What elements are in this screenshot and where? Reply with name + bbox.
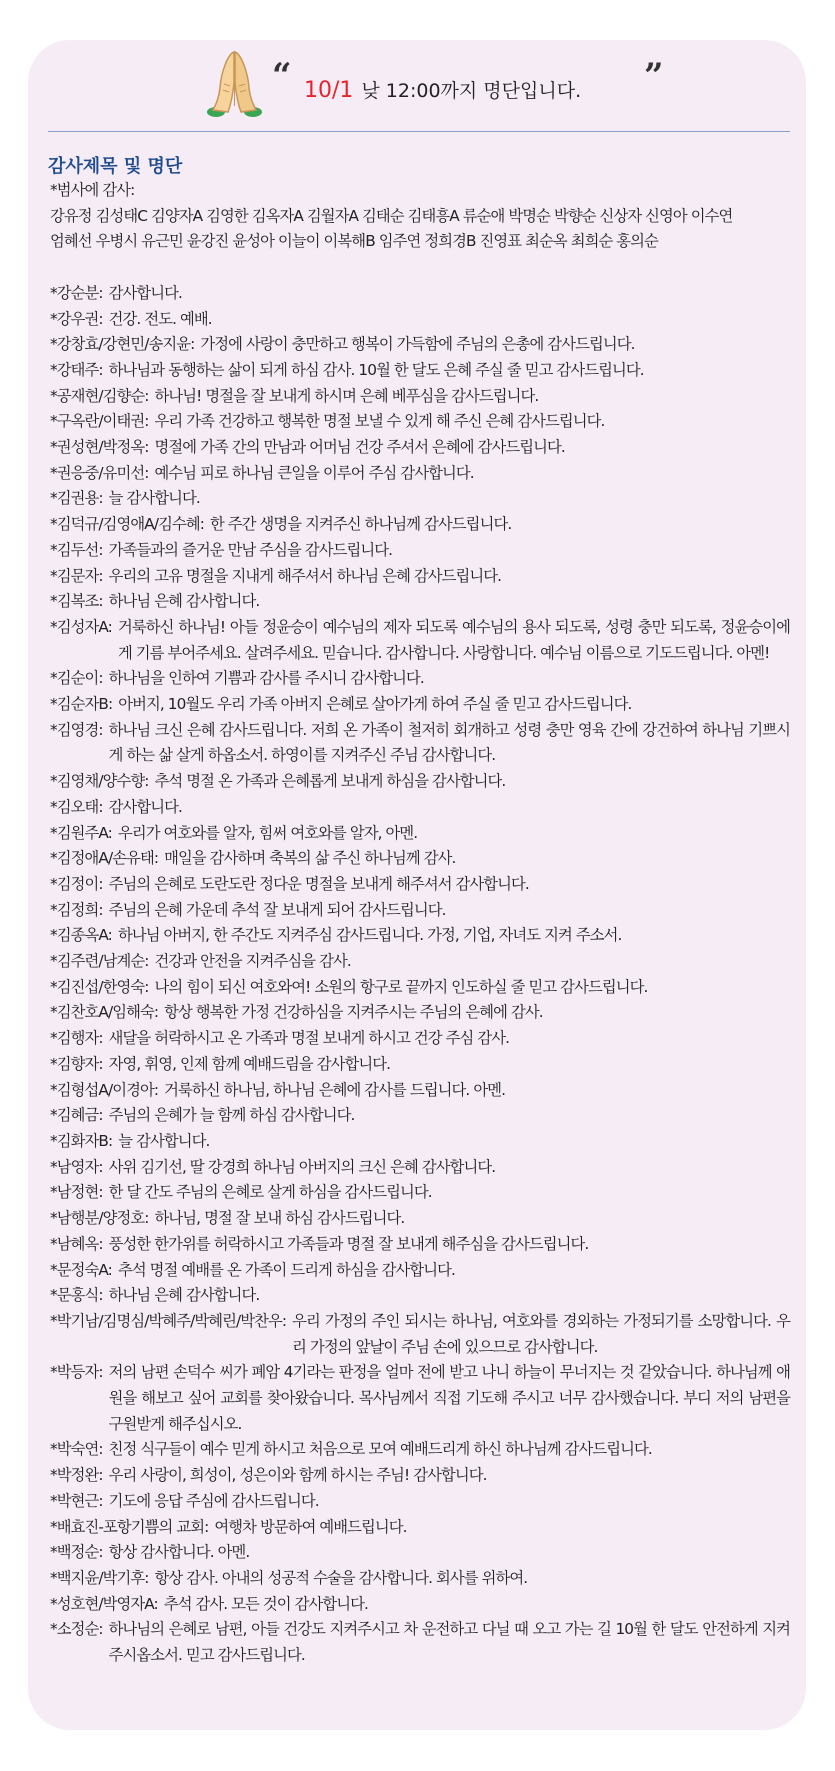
entry-names: *김화자B: — [50, 1132, 113, 1150]
entry-names: *김정이: — [50, 874, 103, 893]
entry-text: 우리 가정의 주인 되시는 하나님, 여호와를 경외하는 가정되기를 소망합니다. 우리 가정의 앞날이 주님 손에 있으므로 감사합니다. — [292, 1311, 790, 1356]
thanks-entry — [50, 1566, 790, 1592]
entry-text: 나의 힘이 되신 여호와여! 소원의 항구로 끝까지 인도하실 줄 믿고 감사드립니다. — [154, 977, 648, 996]
open-quote-mark: “ — [272, 56, 292, 96]
thanks-entry — [50, 1155, 790, 1181]
entry-text: 우리의 고유 명절을 지내게 해주셔서 하나님 은혜 감사드립니다. — [108, 566, 502, 585]
thanks-entry — [50, 1129, 790, 1155]
header-notice — [304, 76, 581, 103]
spacer — [50, 255, 790, 281]
entry-names: *강우권: — [50, 309, 103, 328]
bumsa-names-line: 강유정 김성태C 김양자A 김영한 김옥자A 김월자A 김태순 김태흥A 류순애 박명순 박향순 신상자 신영아 이수연 — [50, 206, 733, 225]
thanks-entry — [50, 512, 790, 538]
entry-names: *박정완: — [50, 1466, 103, 1485]
entry-names: *김복조: — [50, 592, 103, 611]
header-date: 10/1 — [304, 78, 354, 103]
entry-names: *김정애A/손유태: — [50, 849, 159, 868]
thanks-entry — [50, 1309, 790, 1360]
entry-names: *구옥란/이태권: — [50, 412, 149, 431]
entry-names: *김진섭/한영숙: — [50, 977, 149, 996]
entry-names: *소정순: — [50, 1620, 103, 1639]
header-text: 낮 12:00까지 명단입니다. — [361, 80, 582, 102]
entry-text: 자영, 휘영, 인제 함께 예배드림을 감사합니다. — [108, 1054, 391, 1073]
entry-names: *김성자A: — [50, 617, 112, 636]
entry-text: 하나님과 동행하는 삶이 되게 하심 감사. 10월 한 달도 은혜 주실 줄 믿고 감사드립니다. — [108, 360, 644, 379]
entry-names: *김정희: — [50, 900, 103, 919]
entry-names: *김오태: — [50, 797, 103, 816]
entry-text: 매일을 감사하며 축복의 삶 주신 하나님께 감사. — [164, 849, 456, 868]
entry-text: 추석 명절 예배를 온 가족이 드리게 하심을 감사합니다. — [117, 1260, 455, 1279]
entry-names: *강순분: — [50, 283, 103, 302]
entry-text: 하나님, 명절 잘 보내 하심 감사드립니다. — [154, 1209, 405, 1228]
entry-names: *김원주A: — [50, 823, 112, 842]
divider — [48, 131, 790, 132]
entry-names: *성호현/박영자A: — [50, 1594, 158, 1613]
entry-names: *문홍식: — [50, 1286, 103, 1305]
thanks-list — [50, 178, 790, 1669]
entry-text: 하나님 크신 은혜 감사드립니다. 저희 온 가족이 철저히 회개하고 성령 충만 영육 간에 강건하여 하나님 기쁘시게 하는 삶 살게 하옵소서. 하영이를 지켜주신 주님 감사합니다. — [108, 720, 790, 765]
thanks-entry — [50, 615, 790, 666]
thanks-entry — [50, 1232, 790, 1258]
entry-names: *김순자B: — [50, 695, 113, 714]
thanks-entry — [50, 923, 790, 949]
thanks-entry — [50, 898, 790, 924]
thanks-entry — [50, 1489, 790, 1515]
thanks-entry — [50, 1540, 790, 1566]
entry-text: 하나님을 인하여 기쁨과 감사를 주시니 감사합니다. — [108, 669, 424, 688]
entry-text: 하나님 은혜 감사합니다. — [108, 1286, 260, 1305]
entry-text: 우리 사랑이, 희성이, 성은이와 함께 하시는 주님! 감사합니다. — [108, 1466, 487, 1485]
entry-names: *권성현/박정옥: — [50, 438, 149, 457]
entry-names: *백정순: — [50, 1543, 103, 1562]
entry-text: 거룩하신 하나님! 아들 정윤승이 예수님의 제자 되도록 예수님의 용사 되도록, 성령 충만 되도록, 정윤승이에게 기름 부어주세요. 살려주세요. 믿습니다. 감사합니다. 사랑합니다. 예수님 이름으로 기도드립니다. 아멘! — [117, 617, 790, 662]
entry-text: 거룩하신 하나님, 하나님 은혜에 감사를 드립니다. 아멘. — [164, 1080, 506, 1099]
entry-text: 늘 감사합니다. — [108, 489, 200, 508]
entry-names: *김두선: — [50, 540, 103, 559]
entry-names: *김혜금: — [50, 1106, 103, 1125]
entry-text: 주님의 은혜로 도란도란 정다운 명절을 보내게 해주셔서 감사합니다. — [108, 874, 529, 893]
thanks-entry — [50, 1258, 790, 1284]
thanks-entry — [50, 1052, 790, 1078]
entry-text: 여행차 방문하여 예배드립니다. — [214, 1517, 407, 1536]
thanks-entry — [50, 949, 790, 975]
entry-names: *강태주: — [50, 360, 103, 379]
bumsa-label: *범사에 감사: — [50, 181, 135, 199]
thanks-entry — [50, 846, 790, 872]
thanks-entry — [50, 589, 790, 615]
bumsa-names-line: 엄혜선 우병시 유근민 윤강진 윤성아 이늘이 이복해B 임주연 정희경B 진영표 최순옥 최희순 홍의순 — [50, 232, 658, 251]
entry-text: 새달을 허락하시고 온 가족과 명절 보내게 하시고 건강 주심 감사. — [108, 1029, 510, 1048]
entry-text: 늘 감사합니다. — [118, 1132, 210, 1150]
entry-names: *박숙연: — [50, 1440, 103, 1459]
thanks-entry — [50, 821, 790, 847]
entry-text: 한 달 간도 주님의 은혜로 살게 하심을 감사드립니다. — [108, 1183, 432, 1202]
thanks-entry — [50, 1180, 790, 1206]
entry-names: *남정현: — [50, 1183, 103, 1202]
entry-names: *김찬호A/임해숙: — [50, 1003, 159, 1022]
thanks-entry — [50, 666, 790, 692]
thanks-entry — [50, 795, 790, 821]
thanks-entry — [50, 769, 790, 795]
thanks-entry — [50, 872, 790, 898]
thanks-entry — [50, 409, 790, 435]
entry-names: *김영채/양수향: — [50, 772, 149, 791]
entry-names: *백지윤/박기후: — [50, 1568, 149, 1587]
entry-names: *권응중/유미선: — [50, 463, 149, 482]
thanks-entry — [50, 486, 790, 512]
thanks-entry — [50, 1592, 790, 1618]
entry-names: *강창효/강현민/송지윤: — [50, 335, 195, 354]
entry-names: *김순이: — [50, 669, 103, 688]
entry-names: *김주련/남계순: — [50, 952, 149, 971]
entry-text: 하나님! 명절을 잘 보내게 하시며 은혜 베푸심을 감사드립니다. — [154, 386, 539, 405]
close-quote-mark: ” — [644, 56, 664, 96]
entry-names: *김형섭A/이경아: — [50, 1080, 159, 1099]
entry-text: 하나님의 은혜로 남편, 아들 건강도 지켜주시고 차 운전하고 다닐 때 오고 가는 길 10월 한 달도 안전하게 지켜 주시옵소서. 믿고 감사드립니다. — [108, 1620, 790, 1665]
entry-text: 친정 식구들이 예수 믿게 하시고 처음으로 모여 예배드리게 하신 하나님께 감사드립니다. — [108, 1440, 652, 1459]
entry-names: *김권용: — [50, 489, 103, 508]
thanks-entry — [50, 332, 790, 358]
praying-hands-icon — [204, 46, 266, 120]
thanks-entry — [50, 1360, 790, 1437]
thanks-entry — [50, 435, 790, 461]
entry-names: *박기남/김명심/박혜주/박혜린/박찬우: — [50, 1311, 287, 1330]
entry-names: *문정숙A: — [50, 1260, 112, 1279]
thanks-entry — [50, 1103, 790, 1129]
thanks-entry — [50, 461, 790, 487]
notice-card — [28, 40, 806, 1730]
entry-text: 감사합니다. — [108, 283, 182, 302]
entry-text: 항상 감사. 아내의 성공적 수술을 감사합니다. 회사를 위하여. — [154, 1568, 528, 1587]
entry-names: *박등자: — [50, 1363, 103, 1382]
entry-text: 하나님 아버지, 한 주간도 지켜주심 감사드립니다. 가정, 기업, 자녀도 지켜 주소서. — [117, 926, 622, 945]
entry-text: 하나님 은혜 감사합니다. — [108, 592, 260, 611]
thanks-entry — [50, 718, 790, 769]
thanks-entry — [50, 1000, 790, 1026]
entry-text: 명절에 가족 간의 만남과 어머님 건강 주셔서 은혜에 감사드립니다. — [154, 438, 565, 457]
thanks-entry — [50, 1206, 790, 1232]
entry-text: 주님의 은혜가 늘 함께 하심 감사합니다. — [108, 1106, 355, 1125]
section-title: 감사제목 및 명단 — [48, 156, 183, 177]
entry-text: 가족들과의 즐거운 만남 주심을 감사드립니다. — [108, 540, 393, 559]
header — [28, 40, 806, 130]
thanks-entry — [50, 1437, 790, 1463]
entry-text: 아버지, 10월도 우리 가족 아버지 은혜로 살아가게 하여 주실 줄 믿고 감사드립니다. — [118, 695, 632, 714]
entry-text: 건강. 전도. 예배. — [108, 309, 212, 328]
entry-text: 항상 감사합니다. 아멘. — [108, 1543, 250, 1562]
entries — [50, 281, 790, 1669]
entry-text: 예수님 피로 하나님 큰일을 이루어 주심 감사합니다. — [154, 463, 474, 482]
thanks-entry — [50, 1515, 790, 1541]
thanks-entry — [50, 975, 790, 1001]
entry-names: *김문자: — [50, 566, 103, 585]
entry-names: *김덕규/김영애A/김수혜: — [50, 515, 204, 534]
entry-names: *남영자: — [50, 1157, 103, 1176]
thanks-entry — [50, 281, 790, 307]
entry-text: 한 주간 생명을 지켜주신 하나님께 감사드립니다. — [209, 515, 512, 534]
thanks-entry — [50, 1283, 790, 1309]
thanks-entry — [50, 307, 790, 333]
entry-text: 건강과 안전을 지켜주심을 감사. — [154, 952, 351, 971]
entry-text: 우리가 여호와를 알자, 힘써 여호와를 알자, 아멘. — [117, 823, 418, 842]
entry-names: *김영경: — [50, 720, 103, 739]
entry-text: 추석 감사. 모든 것이 감사합니다. — [163, 1594, 368, 1613]
entry-text: 기도에 응답 주심에 감사드립니다. — [108, 1491, 319, 1510]
entry-text: 가정에 사랑이 충만하고 행복이 가득함에 주님의 은총에 감사드립니다. — [200, 335, 635, 354]
thanks-entry — [50, 384, 790, 410]
entry-text: 저의 남편 손덕수 씨가 폐암 4기라는 판정을 얼마 전에 받고 나니 하늘이 무너지는 것 같았습니다. 하나님께 애원을 해보고 싶어 교회를 찾아왔습니다. 목사님께서 직접 기도해 주시고 너무 감사했습니다. 부디 저의 남편을 구원받게 해주십시오. — [108, 1363, 790, 1433]
entry-names: *김종옥A: — [50, 926, 112, 945]
thanks-entry — [50, 358, 790, 384]
thanks-entry — [50, 1617, 790, 1668]
entry-names: *남혜옥: — [50, 1234, 103, 1253]
entry-names: *공재현/김향순: — [50, 386, 149, 405]
entry-names: *김행자: — [50, 1029, 103, 1048]
entry-text: 주님의 은혜 가운데 추석 잘 보내게 되어 감사드립니다. — [108, 900, 446, 919]
entry-text: 사위 김기선, 딸 강경희 하나님 아버지의 크신 은혜 감사합니다. — [108, 1157, 496, 1176]
entry-names: *남행분/양정호: — [50, 1209, 149, 1228]
entry-text: 풍성한 한가위를 허락하시고 가족들과 명절 잘 보내게 해주심을 감사드립니다. — [108, 1234, 589, 1253]
entry-text: 우리 가족 건강하고 행복한 명절 보낼 수 있게 해 주신 은혜 감사드립니다. — [154, 412, 605, 431]
thanks-entry — [50, 1026, 790, 1052]
entry-names: *김향자: — [50, 1054, 103, 1073]
thanks-entry — [50, 1463, 790, 1489]
thanks-entry — [50, 564, 790, 590]
thanks-entry — [50, 538, 790, 564]
thanks-entry — [50, 692, 790, 718]
entry-names: *배효진-포항기쁨의 교회: — [50, 1517, 209, 1536]
entry-text: 감사합니다. — [108, 797, 182, 816]
entry-names: *박현근: — [50, 1491, 103, 1510]
entry-text: 항상 행복한 가정 건강하심을 지켜주시는 주님의 은혜에 감사. — [164, 1003, 543, 1022]
entry-text: 추석 명절 온 가족과 은혜롭게 보내게 하심을 감사합니다. — [154, 772, 506, 791]
thanks-entry — [50, 1078, 790, 1104]
